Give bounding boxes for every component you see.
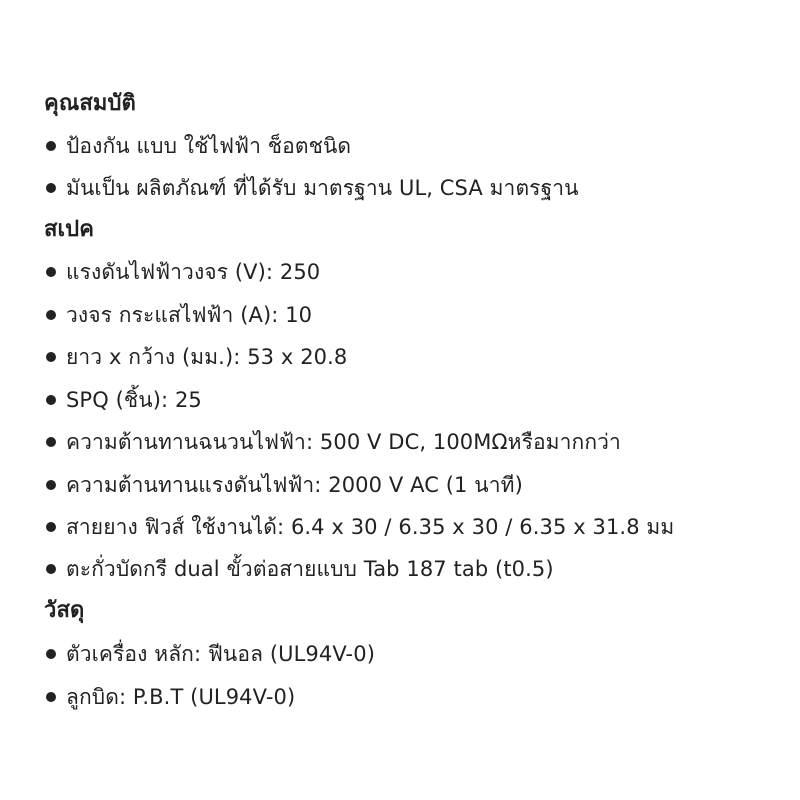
material-item-text: ตัวเครื่อง หลัก: ฟีนอล (UL94V-0) <box>66 642 375 666</box>
material-item-text: ลูกบิด: P.B.T (UL94V-0) <box>66 685 296 709</box>
bullet-dot-icon <box>46 141 56 151</box>
spec-item <box>44 509 674 545</box>
properties-item <box>44 170 579 206</box>
spec-item-text: ยาว x กว้าง (มม.): 53 x 20.8 <box>66 345 348 369</box>
properties-item-text: มันเป็น ผลิตภัณฑ์ ที่ได้รับ มาตรฐาน UL, CSA มาตรฐาน <box>66 176 579 200</box>
material-heading: วัสดุ <box>44 598 85 623</box>
spec-item <box>44 382 202 418</box>
properties-item <box>44 128 351 164</box>
spec-item <box>44 551 554 587</box>
spec-item <box>44 339 347 375</box>
spec-item-text: สายยาง ฟิวส์ ใช้งานได้: 6.4 x 30 / 6.35 x 30 / 6.35 x 31.8 มม <box>66 515 675 539</box>
spec-heading: สเปค <box>44 217 95 242</box>
bullet-dot-icon <box>46 395 56 405</box>
spec-item <box>44 297 312 333</box>
bullet-dot-icon <box>46 437 56 447</box>
spec-item-text: ความต้านทานแรงดันไฟฟ้า: 2000 V AC (1 นาที) <box>66 473 523 497</box>
spec-item-text: SPQ (ชิ้น): 25 <box>66 388 202 412</box>
bullet-dot-icon <box>46 480 56 490</box>
spec-item <box>44 424 621 460</box>
bullet-dot-icon <box>46 649 56 659</box>
bullet-dot-icon <box>46 310 56 320</box>
bullet-dot-icon <box>46 564 56 574</box>
bullet-dot-icon <box>46 522 56 532</box>
spec-item-text: ตะกั่วบัดกรี dual ขั้วต่อสายแบบ Tab 187 tab (t0.5) <box>66 557 554 581</box>
bullet-dot-icon <box>46 352 56 362</box>
properties-item-text: ป้องกัน แบบ ใช้ไฟฟ้า ช็อตชนิด <box>66 134 352 158</box>
spec-item-text: แรงดันไฟฟ้าวงจร (V): 250 <box>66 260 321 284</box>
spec-item-text: วงจร กระแสไฟฟ้า (A): 10 <box>66 303 313 327</box>
bullet-dot-icon <box>46 267 56 277</box>
material-item <box>44 636 375 672</box>
spec-item <box>44 467 523 503</box>
spec-item-text: ความต้านทานฉนวนไฟฟ้า: 500 V DC, 100MΩหรือมากกว่า <box>66 430 621 454</box>
bullet-dot-icon <box>46 183 56 193</box>
spec-item <box>44 254 320 290</box>
material-item <box>44 679 295 715</box>
properties-heading: คุณสมบัติ <box>44 91 136 116</box>
bullet-dot-icon <box>46 692 56 702</box>
